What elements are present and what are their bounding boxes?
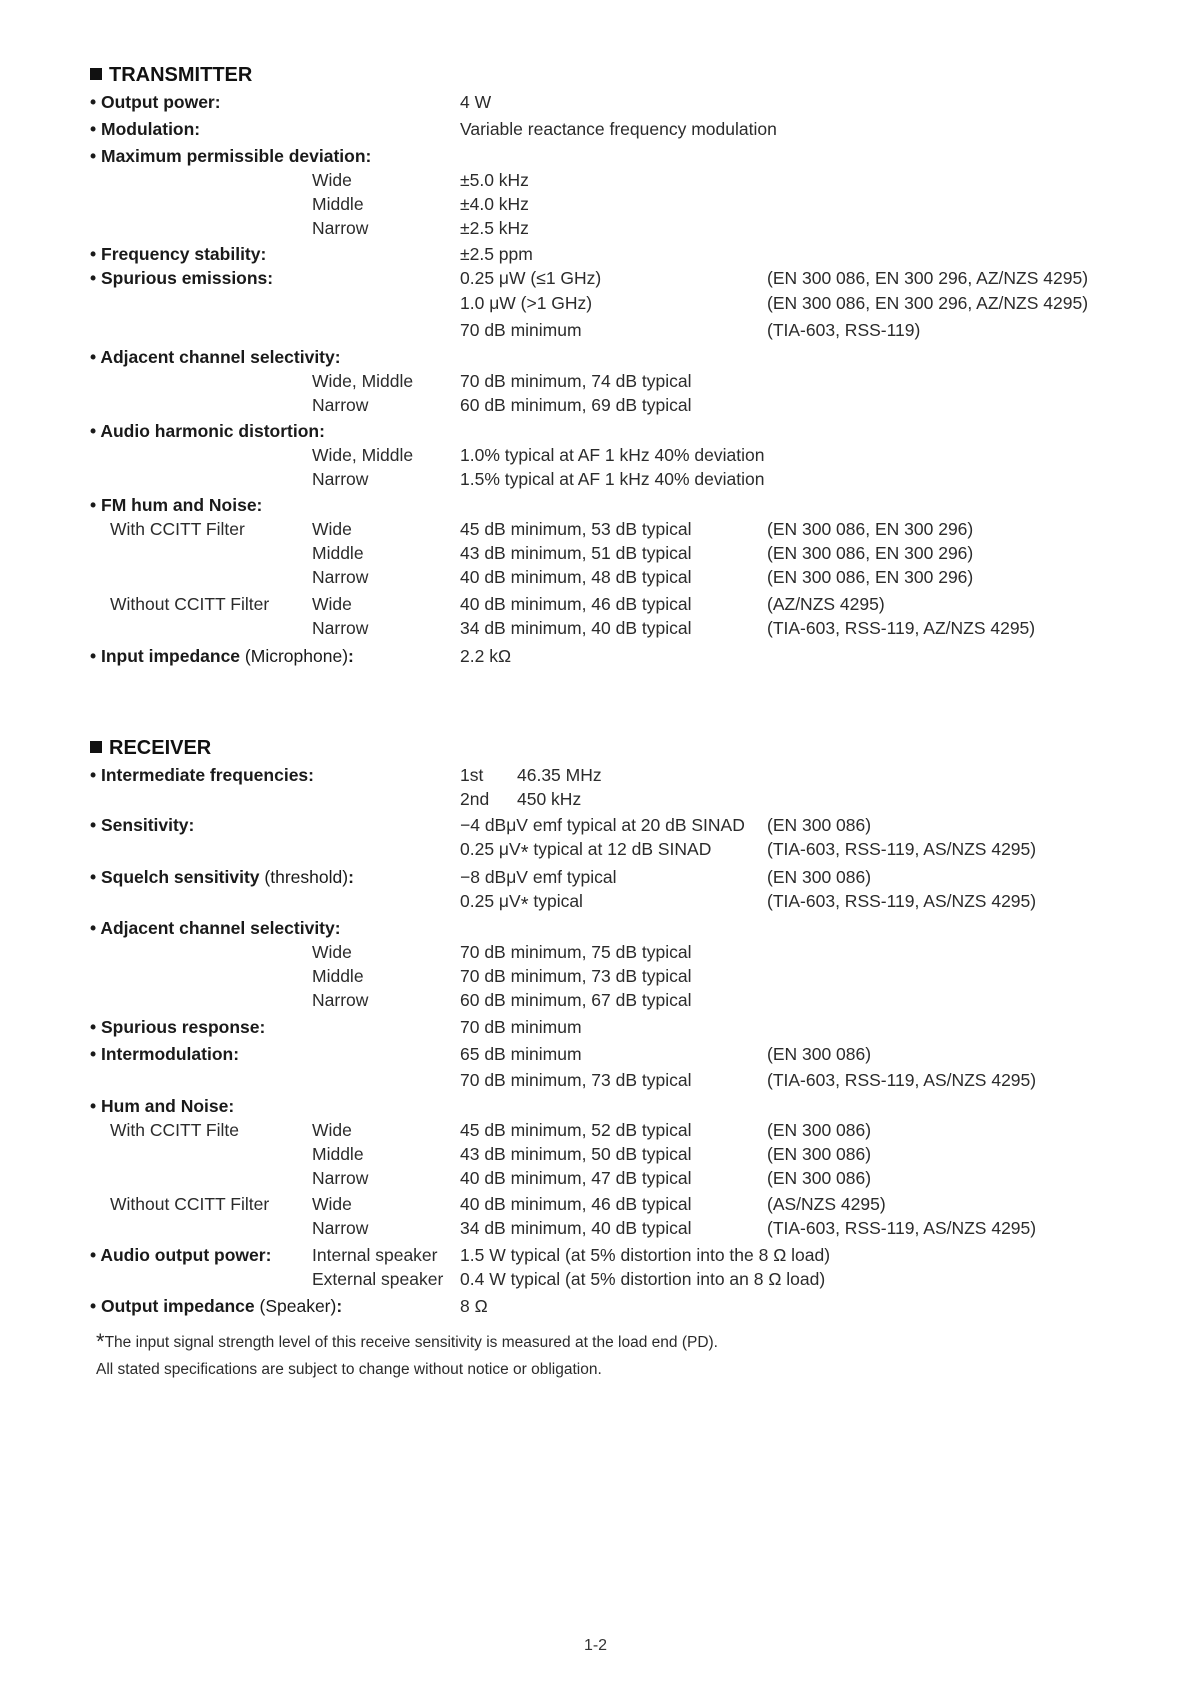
hum-noise-label: Hum and Noise: — [101, 1096, 235, 1116]
mode-label: Middle — [312, 1144, 364, 1164]
square-bullet-icon — [90, 741, 102, 753]
frequency-stability-value: ±2.5 ppm — [460, 244, 533, 264]
mode-label: Narrow — [312, 990, 369, 1010]
spec-value: 43 dB minimum, 50 dB typical — [460, 1144, 692, 1164]
spec-value: 40 dB minimum, 46 dB typical — [460, 1194, 692, 1214]
standard-ref: (EN 300 086, EN 300 296) — [767, 519, 974, 539]
standard-ref: (TIA-603, RSS-119, AS/NZS 4295) — [767, 839, 1037, 859]
mode-label: Wide — [312, 170, 352, 190]
frequency-stability-label: Frequency stability: — [101, 244, 267, 264]
audio-output-label: Audio output power: — [100, 1245, 272, 1265]
spec-value: 70 dB minimum — [460, 320, 582, 340]
input-impedance-qualifier: (Microphone) — [244, 646, 349, 666]
spec-value: ±4.0 kHz — [460, 194, 529, 214]
standard-ref: (EN 300 086, EN 300 296) — [767, 543, 974, 563]
if-order: 1st — [460, 765, 484, 785]
max-deviation-label: Maximum permissible deviation: — [101, 146, 372, 166]
spec-value: 60 dB minimum, 67 dB typical — [460, 990, 692, 1010]
transmitter-heading: TRANSMITTER — [90, 62, 252, 88]
mode-label: Narrow — [312, 1168, 369, 1188]
spec-value: 0.25 μV* typical at 12 dB SINAD — [460, 839, 712, 864]
spec-value: 40 dB minimum, 46 dB typical — [460, 594, 692, 614]
spurious-response-value: 70 dB minimum — [460, 1017, 582, 1037]
spec-value: 70 dB minimum, 74 dB typical — [460, 371, 692, 391]
input-impedance-value: 2.2 kΩ — [460, 646, 512, 666]
footnote-star: * — [520, 894, 529, 916]
colon: : — [336, 1296, 343, 1316]
standard-ref: (EN 300 086, EN 300 296, AZ/NZS 4295) — [767, 268, 1089, 288]
spec-value: −8 dBμV emf typical — [460, 867, 617, 887]
spec-value: 65 dB minimum — [460, 1044, 582, 1064]
input-impedance-label: Input impedance — [101, 646, 241, 666]
page-number: 1-2 — [583, 1637, 608, 1654]
spec-value: ±5.0 kHz — [460, 170, 529, 190]
output-impedance-label: Output impedance — [101, 1296, 255, 1316]
mode-label: External speaker — [312, 1269, 444, 1289]
spec-value: 45 dB minimum, 53 dB typical — [460, 519, 692, 539]
square-bullet-icon — [90, 68, 102, 80]
spec-value: 43 dB minimum, 51 dB typical — [460, 543, 692, 563]
standard-ref: (EN 300 086) — [767, 1168, 872, 1188]
standard-ref: (EN 300 086, EN 300 296, AZ/NZS 4295) — [767, 293, 1089, 313]
modulation-value: Variable reactance frequency modulation — [460, 119, 777, 139]
spurious-response-label: Spurious response: — [101, 1017, 266, 1037]
spec-value: 40 dB minimum, 48 dB typical — [460, 567, 692, 587]
mode-label: Wide — [312, 942, 352, 962]
mode-label: Wide, Middle — [312, 445, 414, 465]
mode-label: Narrow — [312, 567, 369, 587]
standard-ref: (EN 300 086) — [767, 815, 872, 835]
spec-value: 45 dB minimum, 52 dB typical — [460, 1120, 692, 1140]
spec-value: −4 dBμV emf typical at 20 dB SINAD — [460, 815, 745, 835]
standard-ref: (TIA-603, RSS-119) — [767, 320, 921, 340]
mode-label: Narrow — [312, 618, 369, 638]
standard-ref: (EN 300 086) — [767, 1044, 872, 1064]
squelch-qualifier: (threshold) — [264, 867, 349, 887]
spec-value: 70 dB minimum, 73 dB typical — [460, 1070, 692, 1090]
spec-value: 1.0% typical at AF 1 kHz 40% deviation — [460, 445, 765, 465]
spec-value: 40 dB minimum, 47 dB typical — [460, 1168, 692, 1188]
mode-label: Narrow — [312, 395, 369, 415]
rx-adjacent-channel-label: Adjacent channel selectivity: — [100, 918, 341, 938]
spec-value: 450 kHz — [517, 789, 582, 809]
standard-ref: (EN 300 086) — [767, 1120, 872, 1140]
spec-value: 60 dB minimum, 69 dB typical — [460, 395, 692, 415]
mode-label: Internal speaker — [312, 1245, 438, 1265]
if-label: Intermediate frequencies: — [101, 765, 314, 785]
standard-ref: (TIA-603, RSS-119, AS/NZS 4295) — [767, 1070, 1037, 1090]
standard-ref: (EN 300 086, EN 300 296) — [767, 567, 974, 587]
output-impedance-qualifier: (Speaker) — [259, 1296, 337, 1316]
standard-ref: (AZ/NZS 4295) — [767, 594, 885, 614]
mode-label: Wide — [312, 594, 352, 614]
footnote-disclaimer: All stated specifications are subject to change without notice or obligation. — [96, 1361, 602, 1378]
mode-label: Wide — [312, 1194, 352, 1214]
mode-label: Middle — [312, 194, 364, 214]
output-power-label: Output power: — [101, 92, 221, 112]
mode-label: Narrow — [312, 1218, 369, 1238]
spec-value: 70 dB minimum, 73 dB typical — [460, 966, 692, 986]
spec-value: 1.0 μW (>1 GHz) — [460, 293, 593, 313]
audio-distortion-label: Audio harmonic distortion: — [100, 421, 325, 441]
mode-label: Middle — [312, 966, 364, 986]
spec-value: ±2.5 kHz — [460, 218, 529, 238]
standard-ref: (TIA-603, RSS-119, AZ/NZS 4295) — [767, 618, 1036, 638]
filter-label: With CCITT Filter — [110, 519, 245, 539]
mode-label: Middle — [312, 543, 364, 563]
adjacent-channel-label: Adjacent channel selectivity: — [100, 347, 341, 367]
spec-value: 0.4 W typical (at 5% distortion into an 8 Ω load) — [460, 1269, 826, 1289]
spec-value: 70 dB minimum, 75 dB typical — [460, 942, 692, 962]
filter-label: Without CCITT Filter — [110, 1194, 270, 1214]
filter-label: Without CCITT Filter — [110, 594, 270, 614]
standard-ref: (EN 300 086) — [767, 1144, 872, 1164]
output-power-value: 4 W — [460, 92, 492, 112]
sensitivity-label: Sensitivity: — [101, 815, 195, 835]
colon: : — [348, 646, 354, 666]
spec-value: 46.35 MHz — [517, 765, 602, 785]
spec-page: TRANSMITTER • Output power: 4 W • Modulation: Variable reactance frequency modulation • Maximum permissible deviation: Wide ±5.0 kHz Middle ±4.0 kHz Narrow ±2.5 kHz • Frequency stability: ±2.5 ppm • Spurious emissions: 0.25 μW (≤1 GHz) (EN 300 086, EN 300 296, AZ/NZS 4295) 1.0 μW (>1 GHz) (EN 300 086, EN 300 296, AZ/NZS 4295) 70 dB minimum (TIA-603, RSS-119) • Adjacent channel selectivity: Wide, Middle 70 dB minimum, 74 dB typical Narrow 60 dB minimum, 69 dB typical • Audio harmonic distortion: Wide, Middle 1.0% typical at AF 1 kHz 40% deviation Narrow 1.5% typical at AF 1 kHz 40% deviation • FM hum and Noise: With CCITT Filter Wide 45 dB minimum, 53 dB typical (EN 300 086, EN 300 296) Middle 43 dB minimum, 51 dB typical (EN 300 086, EN 300 296) Narrow 40 dB minimum, 48 dB typical (EN 300 086, EN 300 296) Without CCITT Filter Wide 40 dB minimum, 46 dB typical (AZ/NZS 4295) Narrow 34 dB minimum, 40 dB typical (TIA-603, RSS-119, AZ/NZS 4295) • Input impedance (Microphone): 2.2 kΩ RECEIVER • Intermediate frequencies: 1st 46.35 MHz 2nd 450 kHz • Sensitivity: −4 dBμV emf typical at 20 dB SINAD (EN 300 086) 0.25 μV* typical at 12 dB SINAD (TIA-603, RSS-119, AS/NZS 4295) • Squelch sensitivity (threshold): −8 dBμV emf typical (EN 300 086) 0.25 μV* typical (TIA-603, RSS-119, AS/NZS 4295) • Adjacent channel selectivity: Wide 70 dB minimum, 75 dB typical Middle 70 dB minimum, 73 dB typical Narrow 60 dB minimum, 67 dB typical • Spurious response: 70 dB minimum • Intermodulation: 65 dB minimum (EN 300 086) 70 dB minimum, 73 dB typical (TIA-603, RSS-119, AS/NZS 4295) • Hum and Noise: With CCITT Filte Wide 45 dB minimum, 52 dB typical (EN 300 086) Middle 43 dB minimum, 50 dB typical (EN 300 086) Narrow 40 dB minimum, 47 dB typical (EN 300 086) Without CCITT Filter Wide 40 dB minimum, 46 dB typical (AS/NZS 4295) Narrow 34 dB minimum, 40 dB typical (TIA-603, RSS-119, AS/NZS 4295) • Audio output power: Internal speaker 1.5 W typical (at 5% distortion into the 8 Ω load) External speaker 0.4 W typical (at 5% distortion into an 8 Ω load) • Output impedance (Speaker): 8 Ω *The input signal strength level of this receive sensitivity is measured at the load end (PD). All stated specifications are subject to change without notice or obligation. 1-2 — [0, 0, 1191, 1684]
output-impedance-value: 8 Ω — [460, 1296, 488, 1316]
receiver-heading: RECEIVER — [90, 735, 211, 761]
spec-value: 0.25 μW (≤1 GHz) — [460, 268, 602, 288]
spec-value: 34 dB minimum, 40 dB typical — [460, 1218, 692, 1238]
mode-label: Wide, Middle — [312, 371, 414, 391]
mode-label: Narrow — [312, 218, 369, 238]
standard-ref: (EN 300 086) — [767, 867, 872, 887]
spec-value: 0.25 μV* typical — [460, 891, 583, 916]
footnote-star: * — [96, 1329, 105, 1354]
spec-value: 34 dB minimum, 40 dB typical — [460, 618, 692, 638]
spec-value: 1.5% typical at AF 1 kHz 40% deviation — [460, 469, 765, 489]
spurious-emissions-label: Spurious emissions: — [101, 268, 274, 288]
standard-ref: (TIA-603, RSS-119, AS/NZS 4295) — [767, 891, 1037, 911]
spec-value: 1.5 W typical (at 5% distortion into the 8 Ω load) — [460, 1245, 831, 1265]
squelch-label: Squelch sensitivity — [101, 867, 260, 887]
mode-label: Narrow — [312, 469, 369, 489]
mode-label: Wide — [312, 519, 352, 539]
footnote-star: * — [520, 842, 529, 864]
standard-ref: (AS/NZS 4295) — [767, 1194, 886, 1214]
mode-label: Wide — [312, 1120, 352, 1140]
filter-label: With CCITT Filte — [110, 1120, 239, 1140]
footnote-measurement: *The input signal strength level of this receive sensitivity is measured at the load end (PD). — [96, 1329, 718, 1354]
if-order: 2nd — [460, 789, 490, 809]
intermodulation-label: Intermodulation: — [101, 1044, 240, 1064]
standard-ref: (TIA-603, RSS-119, AS/NZS 4295) — [767, 1218, 1037, 1238]
fm-hum-noise-label: FM hum and Noise: — [101, 495, 263, 515]
modulation-label: Modulation: — [101, 119, 201, 139]
colon: : — [348, 867, 354, 887]
